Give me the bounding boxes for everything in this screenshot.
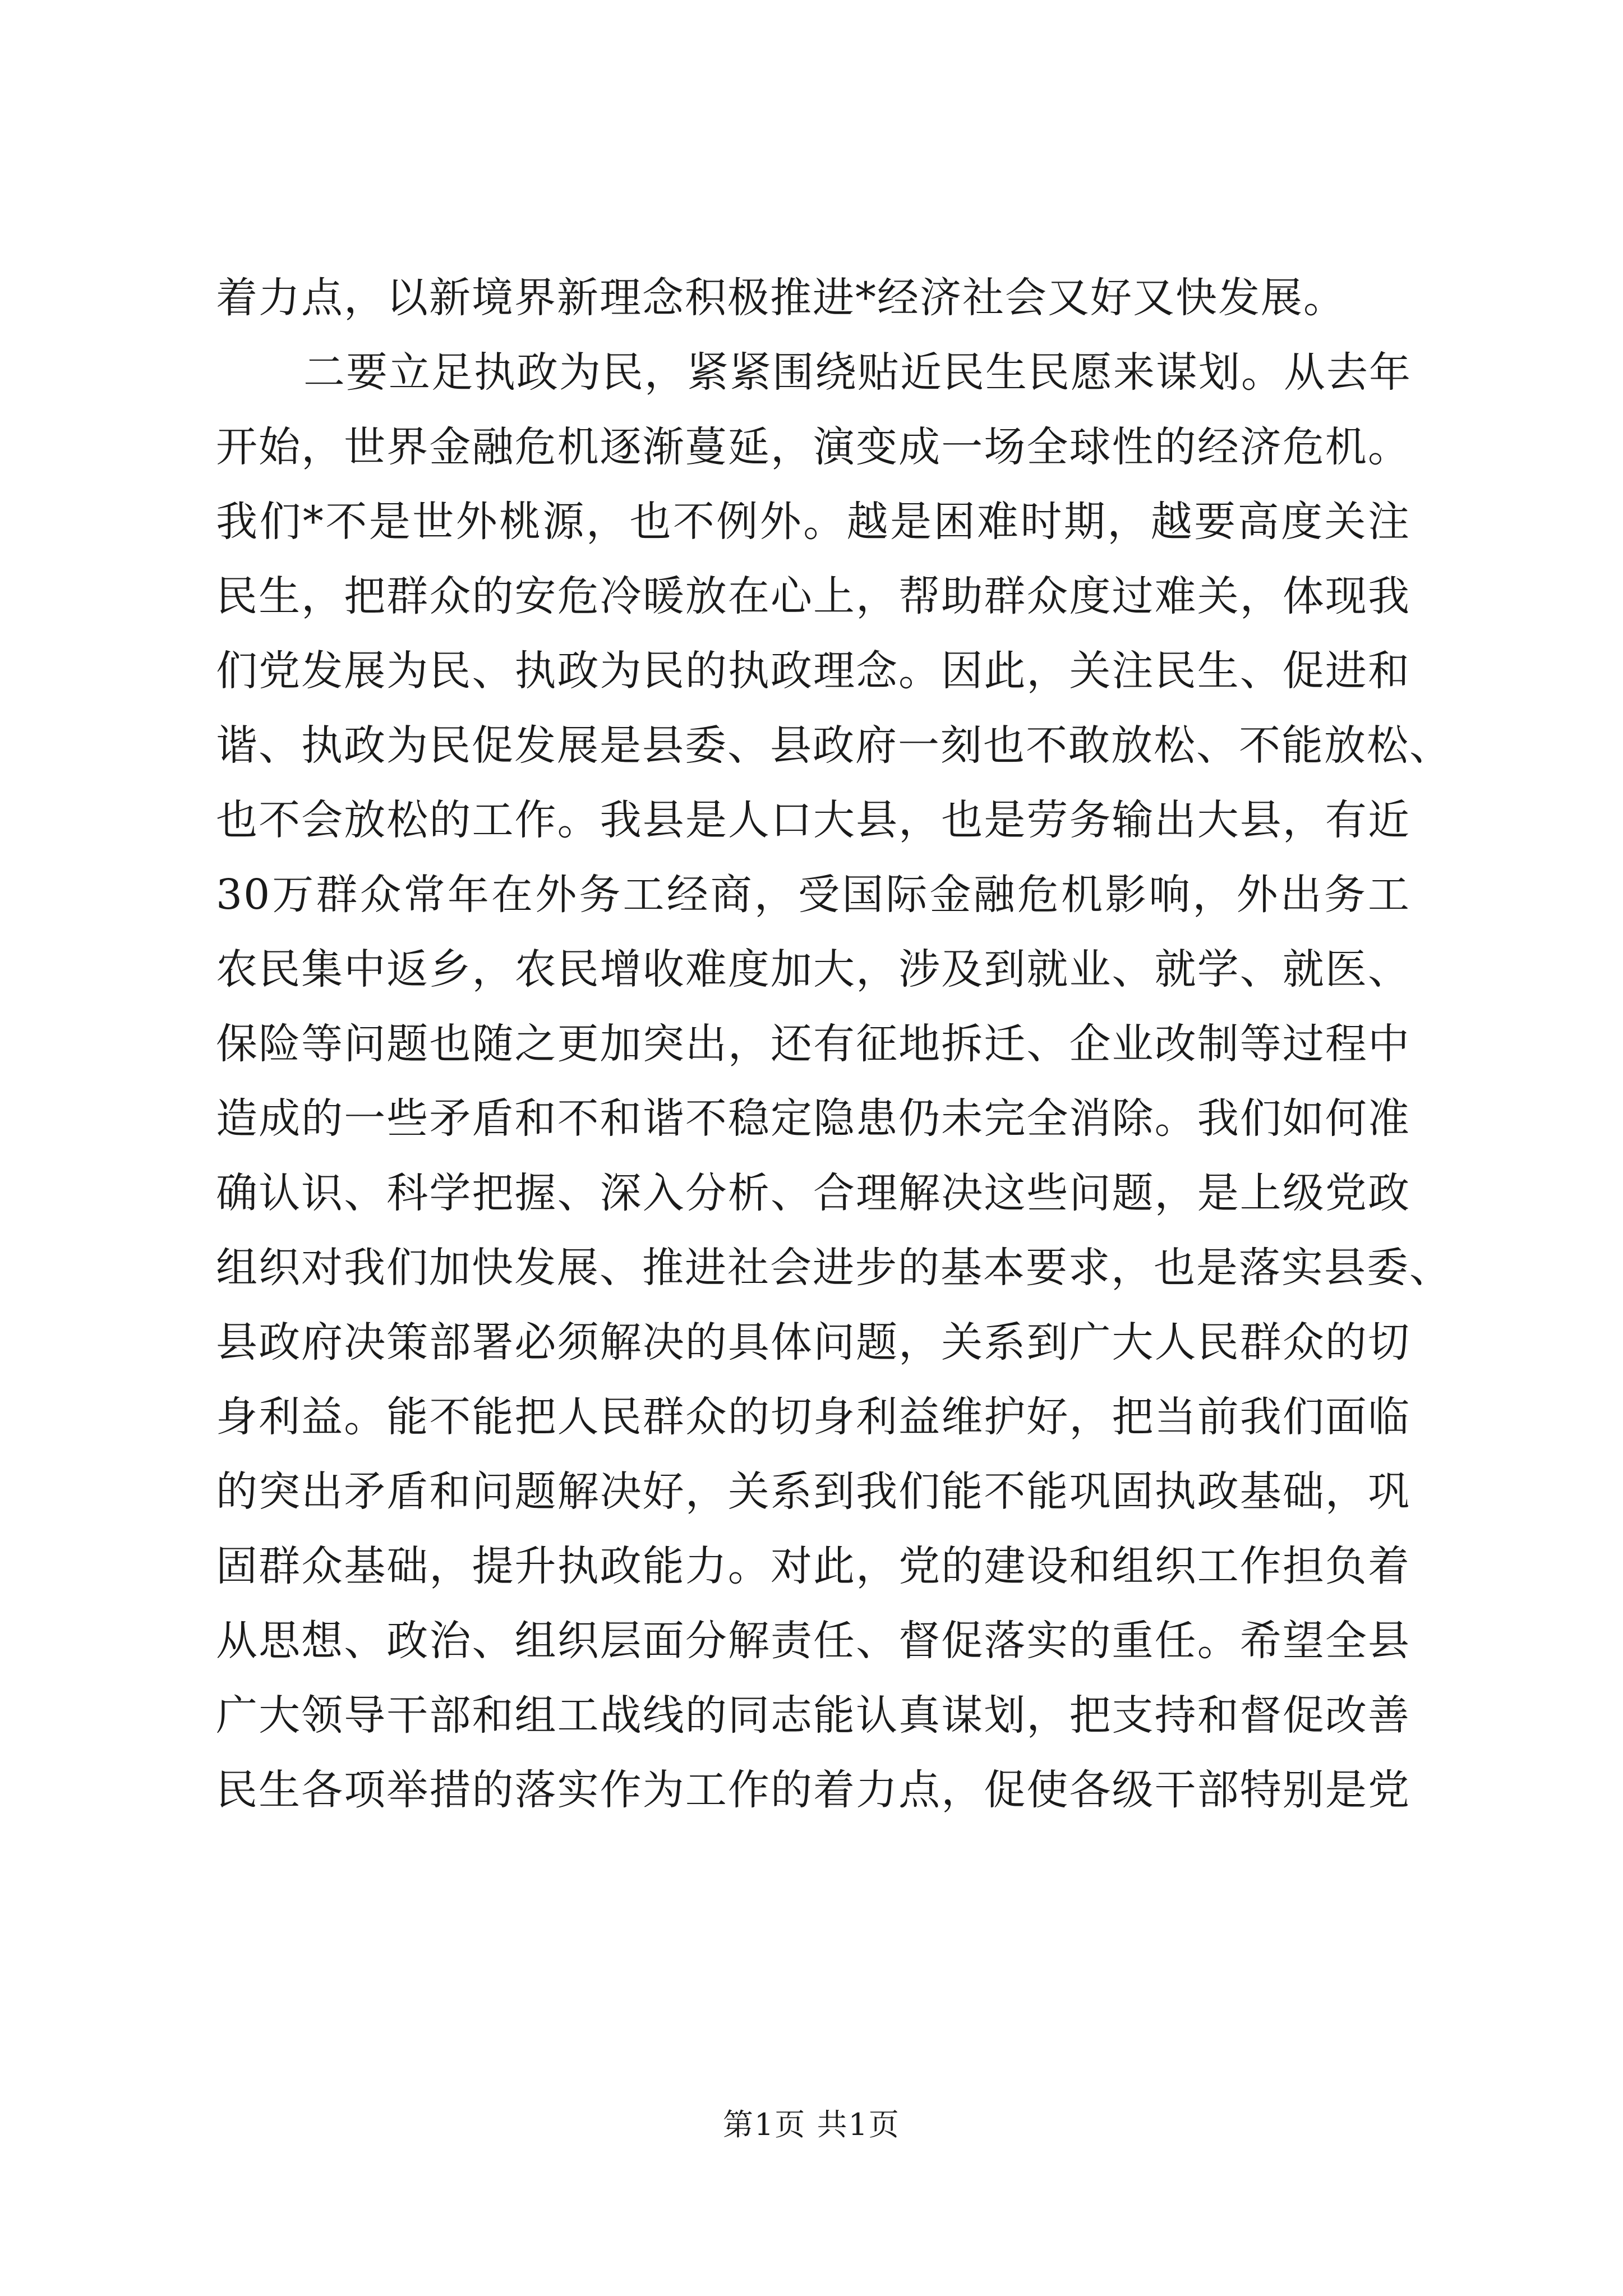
- text-line: 我们*不是世外桃源，也不例外。越是困难时期，越要高度关注: [216, 498, 1410, 546]
- text-line: 也不会放松的工作。我县是人口大县，也是劳务输出大县，有近: [216, 796, 1410, 844]
- text-line: 民生，把群众的安危冷暖放在心上，帮助群众度过难关，体现我: [216, 572, 1410, 620]
- text-line: 固群众基础，提升执政能力。对此，党的建设和组织工作担负着: [216, 1542, 1410, 1590]
- text-line: 造成的一些矛盾和不和谐不稳定隐患仍未完全消除。我们如何准: [216, 1094, 1410, 1143]
- text-line: 保险等问题也随之更加突出，还有征地拆迁、企业改制等过程中: [216, 1020, 1410, 1068]
- text-line: 确认识、科学把握、深入分析、合理解决这些问题，是上级党政: [216, 1169, 1410, 1217]
- text-line: 县政府决策部署必须解决的具体问题，关系到广大人民群众的切: [216, 1318, 1410, 1366]
- text-line: 们党发展为民、执政为民的执政理念。因此，关注民生、促进和: [216, 647, 1410, 695]
- text-line: 30万群众常年在外务工经商，受国际金融危机影响，外出务工: [216, 871, 1410, 919]
- text-line: 谐、执政为民促发展是县委、县政府一刻也不敢放松、不能放松、: [216, 721, 1452, 770]
- body-text: [216, 261, 1452, 1828]
- text-line: 广大领导干部和组工战线的同志能认真谋划，把支持和督促改善: [216, 1691, 1410, 1740]
- text-line: 着力点，以新境界新理念积极推进*经济社会又好又快发展。: [216, 274, 1346, 322]
- page-number-footer: 第1页 共1页: [723, 2107, 900, 2142]
- text-line: 民生各项举措的落实作为工作的着力点，促使各级干部特别是党: [216, 1766, 1410, 1814]
- paragraph-first-line: 二要立足执政为民，紧紧围绕贴近民生民愿来谋划。从去年: [303, 348, 1412, 397]
- text-line: 从思想、政治、组织层面分解责任、督促落实的重任。希望全县: [216, 1617, 1410, 1665]
- text-line: 组织对我们加快发展、推进社会进步的基本要求，也是落实县委、: [216, 1244, 1452, 1292]
- text-line: 开始，世界金融危机逐渐蔓延，演变成一场全球性的经济危机。: [216, 423, 1410, 471]
- text-line: 的突出矛盾和问题解决好，关系到我们能不能巩固执政基础，巩: [216, 1467, 1410, 1516]
- text-line: 身利益。能不能把人民群众的切身利益维护好，把当前我们面临: [216, 1393, 1410, 1441]
- text-line: 农民集中返乡，农民增收难度加大，涉及到就业、就学、就医、: [216, 945, 1410, 993]
